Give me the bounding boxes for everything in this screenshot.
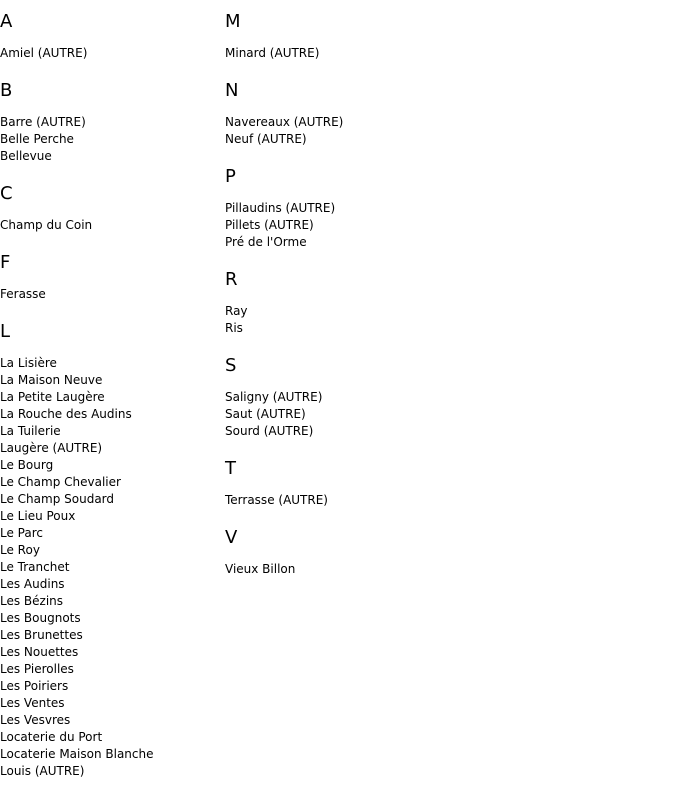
place-link[interactable]: La Maison Neuve — [0, 373, 103, 387]
place-list — [225, 389, 445, 440]
place-link[interactable]: Laugère (AUTRE) — [0, 441, 103, 455]
place-link[interactable]: Champ du Coin — [0, 218, 93, 232]
place-list — [225, 45, 445, 62]
place-link[interactable]: Le Lieu Poux — [0, 509, 76, 523]
place-list — [0, 217, 220, 234]
place-link[interactable]: Le Roy — [0, 543, 40, 557]
place-link[interactable]: Ris — [225, 321, 243, 335]
place-link[interactable]: Locaterie du Port — [0, 730, 103, 744]
letter-group-f — [0, 253, 220, 303]
letter-heading: L — [0, 321, 11, 342]
place-link[interactable]: La Petite Laugère — [0, 390, 105, 404]
index-column-left — [0, 12, 220, 799]
place-list — [225, 561, 445, 578]
letter-group-c — [0, 184, 220, 234]
place-link[interactable]: Pré de l'Orme — [225, 235, 307, 249]
place-list — [0, 45, 220, 62]
letter-heading: F — [0, 252, 11, 273]
place-list — [0, 355, 220, 780]
place-link[interactable]: Les Pierolles — [0, 662, 74, 676]
place-link[interactable]: Louis (AUTRE) — [0, 764, 85, 778]
place-link[interactable]: Pillaudins (AUTRE) — [225, 201, 336, 215]
place-link[interactable]: Amiel (AUTRE) — [0, 46, 88, 60]
letter-group-r — [225, 270, 445, 337]
place-link[interactable]: Les Brunettes — [0, 628, 83, 642]
letter-heading: M — [225, 11, 241, 32]
letter-heading: C — [0, 183, 13, 204]
letter-group-v — [225, 528, 445, 578]
letter-group-n — [225, 81, 445, 148]
letter-heading: R — [225, 269, 238, 290]
letter-group-l — [0, 322, 220, 780]
place-link[interactable]: Navereaux (AUTRE) — [225, 115, 344, 129]
letter-group-p — [225, 167, 445, 251]
place-link[interactable]: La Lisière — [0, 356, 57, 370]
place-link[interactable]: Neuf (AUTRE) — [225, 132, 307, 146]
place-link[interactable]: Belle Perche — [0, 132, 74, 146]
place-link[interactable]: Les Bézins — [0, 594, 64, 608]
place-link[interactable]: Les Nouettes — [0, 645, 79, 659]
place-link[interactable]: Le Champ Soudard — [0, 492, 115, 506]
place-link[interactable]: Le Parc — [0, 526, 43, 540]
place-link[interactable]: Les Ventes — [0, 696, 65, 710]
place-list — [0, 114, 220, 165]
place-link[interactable]: Les Audins — [0, 577, 65, 591]
place-link[interactable]: Ray — [225, 304, 248, 318]
letter-heading: P — [225, 166, 236, 187]
place-link[interactable]: Bellevue — [0, 149, 52, 163]
place-link[interactable]: Sourd (AUTRE) — [225, 424, 314, 438]
place-list — [225, 200, 445, 251]
place-link[interactable]: Le Tranchet — [0, 560, 70, 574]
place-link[interactable]: Ferasse — [0, 287, 46, 301]
place-link[interactable]: La Tuilerie — [0, 424, 61, 438]
letter-heading: T — [225, 458, 236, 479]
index-column-right — [225, 12, 445, 597]
place-link[interactable]: Le Champ Chevalier — [0, 475, 121, 489]
place-link[interactable]: Barre (AUTRE) — [0, 115, 86, 129]
place-link[interactable]: La Rouche des Audins — [0, 407, 132, 421]
letter-heading: N — [225, 80, 239, 101]
place-link[interactable]: Saligny (AUTRE) — [225, 390, 323, 404]
place-list — [225, 114, 445, 148]
place-list — [225, 492, 445, 509]
place-link[interactable]: Minard (AUTRE) — [225, 46, 320, 60]
place-link[interactable]: Vieux Billon — [225, 562, 296, 576]
letter-heading: A — [0, 11, 13, 32]
letter-heading: V — [225, 527, 238, 548]
place-link[interactable]: Les Vesvres — [0, 713, 71, 727]
letter-group-m — [225, 12, 445, 62]
place-link[interactable]: Terrasse (AUTRE) — [225, 493, 328, 507]
letter-group-b — [0, 81, 220, 165]
letter-group-a — [0, 12, 220, 62]
place-list — [0, 286, 220, 303]
place-link[interactable]: Locaterie Maison Blanche — [0, 747, 154, 761]
place-link[interactable]: Pillets (AUTRE) — [225, 218, 314, 232]
place-link[interactable]: Saut (AUTRE) — [225, 407, 306, 421]
place-link[interactable]: Les Bougnots — [0, 611, 81, 625]
place-link[interactable]: Les Poiriers — [0, 679, 69, 693]
letter-heading: B — [0, 80, 13, 101]
letter-group-t — [225, 459, 445, 509]
letter-heading: S — [225, 355, 237, 376]
place-link[interactable]: Le Bourg — [0, 458, 54, 472]
letter-group-s — [225, 356, 445, 440]
place-list — [225, 303, 445, 337]
